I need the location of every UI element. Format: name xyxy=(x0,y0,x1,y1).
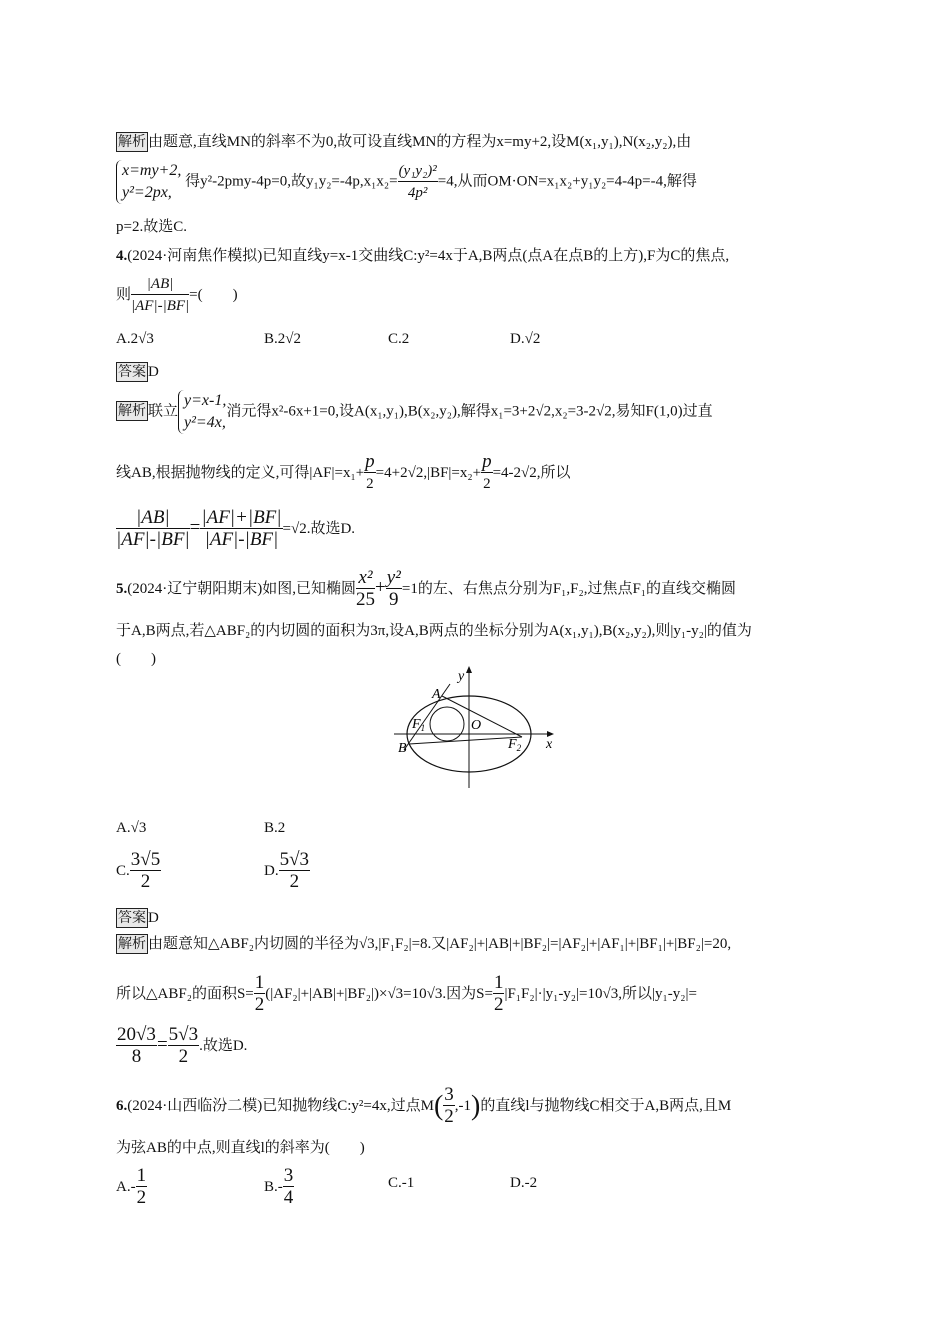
fraction: $\frac{1}{2}$ xyxy=(493,972,504,1015)
q5-answer: 答案 D xyxy=(118,910,159,926)
equation-system: x=my+2, y²=2px, xyxy=(116,160,181,204)
q5-solution-line3: $\frac{20√3}{8}$ = $\frac{5√3}{2}$ .故选D. xyxy=(117,1024,248,1067)
label-f1: $F_1$ xyxy=(412,717,426,733)
q6-option-c[interactable]: C.-1 xyxy=(388,1175,415,1191)
fraction: $\frac{3√5}{2}$ xyxy=(130,849,161,892)
fraction: $\frac{|AF|+|BF|}{|AF|-|BF|}$ xyxy=(201,507,282,550)
q5-option-d[interactable]: D. $\frac{5√3}{2}$ xyxy=(264,849,310,892)
label-a: A xyxy=(432,687,441,702)
label-y: y xyxy=(458,669,465,684)
fraction: $\frac{|AB|}{|AF|-|BF|}$ xyxy=(131,276,190,314)
q5-solution-line1: 解析 由题意知△ABF₂内切圆的半径为√3,|F₁F₂|=8.又|AF₂|+|AB|+|BF₂|=|AF₂|+|AF₁|+|BF₁|+|BF₂|=20, xyxy=(118,936,732,952)
q4-solution-line1: 解析 联立 y=x-1, y²=4x, 消元得x²-6x+1=0,设A(x₁,y₁),B(x₂,y₂),解得x₁=3+2√2,x₂=3-2√2,易知F(1,0)过直 xyxy=(116,390,713,434)
fraction: $\frac{\text{y²}}{9}$ xyxy=(386,567,401,610)
fraction: $\frac{\text{(y₁y₂)²}}{\text{4p²}}$ xyxy=(398,162,437,201)
equation-system: y=x-1, y²=4x, xyxy=(178,390,226,434)
q3-solution-line1: 解析 由题意,直线MN的斜率不为0,故可设直线MN的方程为x=my+2,设M(x₁,y₁),N(x₂,y₂),由 xyxy=(118,134,692,150)
ellipse-figure xyxy=(392,664,562,794)
label-f2: $F_2$ xyxy=(508,737,522,753)
q5-solution-line2: 所以△ABF₂的面积S= $\frac{1}{2}$ (|AF₂|+|AB|+|BF₂|)×√3=10√3.因为S= $\frac{1}{2}$ |F₁F₂|·|y₁-y₂|=10√3,所以|y₁-y₂|= xyxy=(116,972,697,1015)
q4-option-c[interactable]: C.2 xyxy=(388,331,410,347)
solution-tag: 解析 xyxy=(118,403,146,420)
line-bf2 xyxy=(409,737,522,744)
fraction: $\frac{p}{2}$ xyxy=(482,451,492,492)
fraction: $\frac{1}{2}$ xyxy=(254,972,265,1015)
q5-option-b[interactable]: B.2 xyxy=(264,820,286,836)
q4-answer: 答案 D xyxy=(118,364,159,380)
q4-option-d[interactable]: D.√2 xyxy=(510,331,541,347)
fraction: $\frac{5√3}{2}$ xyxy=(279,849,310,892)
incircle xyxy=(430,707,464,741)
fraction: $\frac{20√3}{8}$ xyxy=(117,1024,156,1067)
y-axis-arrow xyxy=(466,666,472,673)
q6-option-b[interactable]: B.- $\frac{3}{4}$ xyxy=(264,1165,294,1208)
q6-option-d[interactable]: D.-2 xyxy=(510,1175,538,1191)
q5-stem-line2: 于A,B两点,若△ABF₂的内切圆的面积为3π,设A,B两点的坐标分别为A(x₁,y₁),B(x₂,y₂),则|y₁-y₂|的值为 xyxy=(116,623,752,639)
q4-solution-line3: $\frac{|AB|}{|AF|-|BF|}$ = $\frac{|AF|+|BF|}{|AF|-|BF|}$ =√2.故选D. xyxy=(116,507,356,550)
q4-solution-line2: 线AB,根据抛物线的定义,可得|AF|=x₁+ $\frac{p}{2}$ =4+2√2,|BF|=x₂+ $\frac{p}{2}$ =4-2√2,所以 xyxy=(116,452,571,495)
q5-option-c[interactable]: C. $\frac{3√5}{2}$ xyxy=(116,849,161,892)
fraction: $\frac{\text{x²}}{25}$ xyxy=(356,567,375,610)
q4-stem-line1: 4.(2024·河南焦作模拟)已知直线y=x-1交曲线C:y²=4x于A,B两点(点A在点B的上方),F为C的焦点, xyxy=(116,248,730,264)
fraction: $\frac{3}{4}$ xyxy=(283,1165,294,1208)
q5-option-a[interactable]: A.√3 xyxy=(116,820,147,836)
q6-option-a[interactable]: A.- $\frac{1}{2}$ xyxy=(116,1165,147,1208)
fraction: $\frac{3}{2}$ xyxy=(444,1084,454,1127)
q6-stem-line2: 为弦AB的中点,则直线l的斜率为( ) xyxy=(116,1140,365,1156)
q5-stem-line1: 5.(2024·辽宁朝阳期末)如图,已知椭圆 $\frac{\text{x²}}{25}$ + $\frac{\text{y²}}{9}$ =1的左、右焦点分别为F₁,F₂,过焦点F₁的直线交椭圆 xyxy=(116,567,737,610)
label-x: x xyxy=(546,737,553,752)
answer-tag: 答案 xyxy=(118,910,146,926)
fraction: $\frac{|AB|}{|AF|-|BF|}$ xyxy=(116,507,190,550)
answer-tag: 答案 xyxy=(118,364,146,380)
fraction: $\frac{5√3}{2}$ xyxy=(168,1024,199,1067)
solution-tag: 解析 xyxy=(118,936,146,952)
fraction: $\frac{1}{2}$ xyxy=(136,1165,147,1208)
label-b: B xyxy=(398,741,407,756)
solution-tag: 解析 xyxy=(118,134,146,150)
q4-option-b[interactable]: B.2√2 xyxy=(264,331,301,347)
fraction: $\frac{p}{2}$ xyxy=(365,451,375,492)
q6-stem-line1: 6.(2024·山西临汾二模)已知抛物线C:y²=4x,过点M( $\frac{3}{2}$ ,-1)的直线l与抛物线C相交于A,B两点,且M xyxy=(116,1084,732,1127)
label-o: O xyxy=(471,718,482,733)
q3-solution-line3: p=2.故选C. xyxy=(116,219,187,235)
q3-solution-line2: x=my+2, y²=2px, 得y²-2pmy-4p=0,故y₁y₂=-4p,x₁x₂= $\frac{\text{(y₁y₂)²}}{\text{4p²}}$ =4,从而OM·ON=x₁x₂+y₁y₂=4-4p=-4,解得 xyxy=(116,160,697,204)
q4-stem-line2: 则 $\frac{|AB|}{|AF|-|BF|}$ =( ) xyxy=(116,274,238,317)
q5-stem-line3: ( ) xyxy=(116,651,156,667)
q4-option-a[interactable]: A.2√3 xyxy=(116,331,154,347)
line-af2 xyxy=(442,696,522,737)
